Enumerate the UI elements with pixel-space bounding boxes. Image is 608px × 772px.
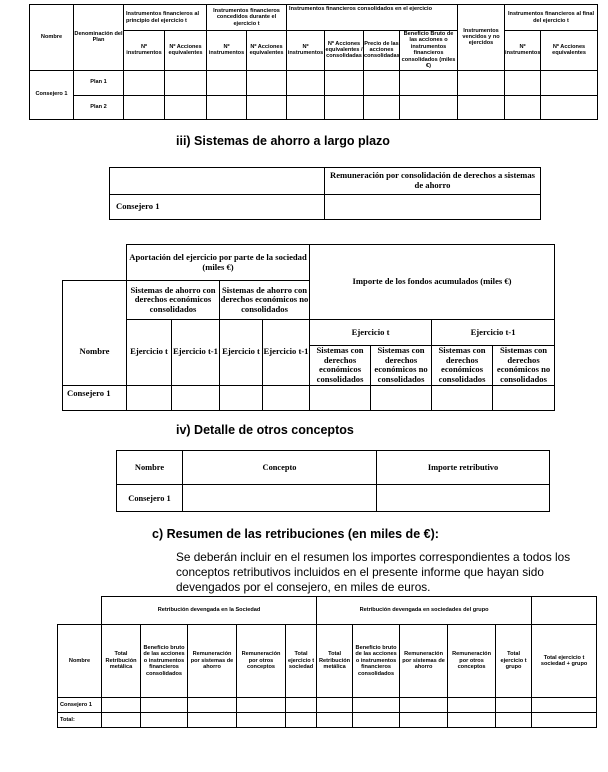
header-nombre: Nombre bbox=[63, 320, 127, 386]
instruments-table bbox=[29, 4, 598, 120]
header-nombre: Nombre bbox=[58, 625, 102, 698]
fondos-table bbox=[62, 244, 555, 411]
row-consejero-label: Consejero 1 bbox=[30, 70, 74, 119]
resumen-table bbox=[57, 596, 597, 728]
header-ejercicio-t: Ejercicio t bbox=[127, 320, 172, 386]
header-remuneracion-consolidacion: Remuneración por consolidación de derechos a sistemas de ahorro bbox=[325, 168, 541, 195]
header-n-instrumentos: Nº instrumentos bbox=[505, 31, 541, 71]
header-nombre: Nombre bbox=[117, 451, 183, 485]
header-ejercicio-t: Ejercicio t bbox=[220, 320, 263, 386]
header-precio: Precio de las acciones consolidadas bbox=[364, 31, 400, 71]
header-plan: Denominación del Plan bbox=[74, 5, 124, 71]
header-n-acciones: Nº Acciones equivalentes bbox=[541, 31, 598, 71]
header-aportacion: Aportación del ejercicio por parte de la sociedad (miles €) bbox=[127, 245, 310, 281]
row-consejero-label: Consejero 1 bbox=[117, 485, 183, 512]
header-group-grupo: Retribución devengada en sociedades del grupo bbox=[317, 597, 532, 625]
header-sc-no-consolidados: Sistemas con derechos económicos no consolidados bbox=[371, 346, 432, 386]
header-ejercicio-t1: Ejercicio t-1 bbox=[172, 320, 220, 386]
header-group-concedidos: Instrumentos financieros concedidos durante el ejercicio t bbox=[207, 5, 287, 31]
header-n-instrumentos: Nº instrumentos bbox=[207, 31, 247, 71]
header-total-final: Total ejercicio t sociedad + grupo bbox=[532, 625, 597, 698]
header-sc-consolidados: Sistemas con derechos económicos consolidados bbox=[310, 346, 371, 386]
header-n-acciones-consolidadas: Nº Acciones equivalentes / consolidadas bbox=[325, 31, 364, 71]
resumen-paragraph: Se deberán incluir en el resumen los importes correspondientes a todos los conceptos retributivos incluidos en el presente informe que hayan sido devengados por el consejero, en miles de euros. bbox=[176, 550, 571, 595]
header-sistemas-no-consolidados: Sistemas de ahorro con derechos económicos no consolidados bbox=[220, 281, 310, 320]
header-importe-retributivo: Importe retributivo bbox=[377, 451, 550, 485]
row-consejero-label: Consejero 1 bbox=[58, 697, 102, 712]
header-group-inicio: Instrumentos financieros al principio del ejercicio t bbox=[124, 5, 207, 31]
plan-1-label: Plan 1 bbox=[74, 70, 124, 95]
header-vencidos: Instrumentos vencidos y no ejercidos bbox=[458, 5, 505, 71]
header-group-sociedad: Retribución devengada en la Sociedad bbox=[102, 597, 317, 625]
header-rem-otros: Remuneración por otros conceptos bbox=[448, 625, 496, 698]
section-iv-heading: iv) Detalle de otros conceptos bbox=[176, 423, 354, 437]
header-ejercicio-t1: Ejercicio t-1 bbox=[263, 320, 310, 386]
header-n-instrumentos: Nº instrumentos bbox=[124, 31, 165, 71]
otros-conceptos-table bbox=[116, 450, 550, 512]
header-n-acciones: Nº Acciones equivalentes bbox=[165, 31, 207, 71]
header-sistemas-consolidados: Sistemas de ahorro con derechos económicos consolidados bbox=[127, 281, 220, 320]
header-total-sociedad: Total ejercicio t sociedad bbox=[286, 625, 317, 698]
header-sc-consolidados: Sistemas con derechos económicos consolidados bbox=[432, 346, 493, 386]
row-consejero-label: Consejero 1 bbox=[63, 385, 127, 410]
row-consejero-label: Consejero 1 bbox=[110, 195, 325, 220]
header-total-metalico: Total Retribución metálica bbox=[317, 625, 353, 698]
header-fondos-ejercicio-t: Ejercicio t bbox=[310, 320, 432, 346]
header-beneficio-bruto: Beneficio bruto de las acciones o instrumentos financieros consolidados bbox=[141, 625, 188, 698]
header-beneficio: Beneficio Bruto de las acciones o instrumentos financieros consolidados (miles €) bbox=[400, 31, 458, 71]
header-nombre: Nombre bbox=[30, 5, 74, 71]
header-rem-ahorro: Remuneración por sistemas de ahorro bbox=[400, 625, 448, 698]
header-group-final: Instrumentos financieros al final del ejercicio t bbox=[505, 5, 598, 31]
header-sc-no-consolidados: Sistemas con derechos económicos no consolidados bbox=[493, 346, 555, 386]
header-total-metalico: Total Retribución metálica bbox=[102, 625, 141, 698]
header-importe-acumulado: Importe de los fondos acumulados (miles €) bbox=[310, 245, 555, 320]
header-fondos-ejercicio-t1: Ejercicio t-1 bbox=[432, 320, 555, 346]
header-n-acciones: Nº Acciones equivalentes bbox=[247, 31, 287, 71]
header-concepto: Concepto bbox=[183, 451, 377, 485]
header-group-consolidados: Instrumentos financieros consolidados en el ejercicio bbox=[287, 5, 458, 31]
row-total-label: Total: bbox=[58, 712, 102, 727]
header-rem-ahorro: Remuneración por sistemas de ahorro bbox=[188, 625, 237, 698]
section-c-heading: c) Resumen de las retribuciones (en miles de €): bbox=[152, 527, 439, 541]
ahorro-table bbox=[109, 167, 541, 220]
section-iii-heading: iii) Sistemas de ahorro a largo plazo bbox=[176, 134, 390, 148]
plan-2-label: Plan 2 bbox=[74, 95, 124, 119]
header-n-instrumentos: Nº instrumentos bbox=[287, 31, 325, 71]
header-total-grupo: Total ejercicio t grupo bbox=[496, 625, 532, 698]
header-rem-otros: Remuneración por otros conceptos bbox=[237, 625, 286, 698]
header-beneficio-bruto: Beneficio bruto de las acciones o instrumentos financieros consolidados bbox=[353, 625, 400, 698]
